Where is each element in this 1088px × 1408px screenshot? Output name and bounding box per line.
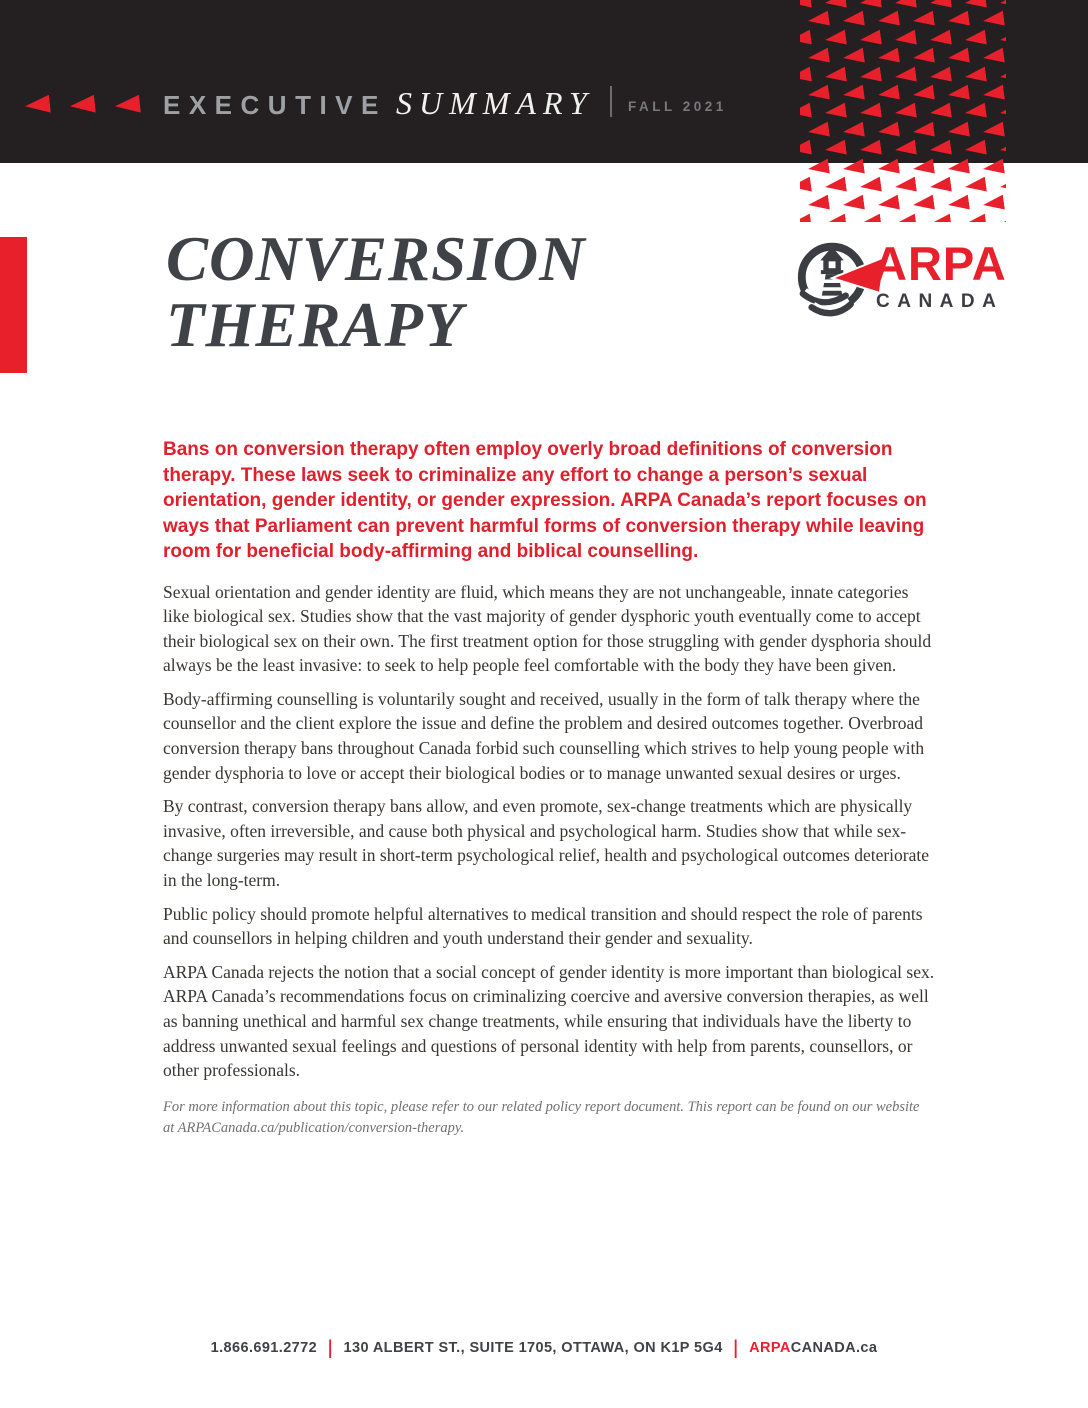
left-triangle-icon	[894, 140, 917, 158]
left-triangle-icon	[877, 195, 900, 213]
issue-label: FALL 2021	[628, 99, 727, 114]
kicker-divider	[610, 86, 612, 117]
left-triangle-icon	[982, 158, 1005, 176]
left-triangle-icon	[964, 177, 987, 195]
intro-paragraph: Bans on conversion therapy often employ overly broad definitions of conversion therapy. These laws seek to criminalize any effort to change a person’s sexual orientation, gender identity, or gender expression. ARPA Canada’s report focuses on ways that Parliament can prevent harmful forms of conversion therapy while leaving room for beneficial body-affirming and biblical counselling.	[163, 439, 927, 562]
left-triangle-icon	[982, 195, 1005, 213]
left-triangle-icon	[800, 29, 812, 47]
left-triangle-icon	[964, 140, 987, 158]
left-triangle-icon	[912, 48, 935, 66]
body-paragraph-2: Body-affirming counselling is voluntarily sought and received, usually in the form of talk therapy where the counsellor and the client explore the issue and define the problem and desired outcomes together. Overbroad conversion therapy bans throughout Canada forbid such counselling which strives to help young people with gender dysphoria to love or accept their biological bodies or to manage unwanted sexual desires or urges.	[163, 688, 925, 783]
logo-wordmark: ARPA	[873, 237, 1007, 290]
left-triangle-icon	[824, 29, 847, 47]
left-triangle-icon	[894, 29, 917, 47]
left-triangle-icon	[929, 177, 952, 195]
left-triangle-icon	[114, 95, 141, 116]
left-triangle-icon	[800, 66, 812, 84]
left-triangle-icon	[999, 29, 1006, 47]
body-paragraph-3: By contrast, conversion therapy bans allow, and even promote, sex-change treatments which are physically invasive, often irreversible, and cause both physical and psychological harm. Studies show that while sex-change surgeries may result in short-term psychological relief, health and psychological outcomes deteriorate in the long-term.	[163, 796, 930, 891]
footer-separator: |	[328, 1337, 333, 1359]
left-triangle-icon	[999, 103, 1006, 121]
page-title-line2: THERAPY	[166, 290, 464, 360]
left-triangle-icon	[894, 66, 917, 84]
left-triangle-icon	[824, 177, 847, 195]
left-triangle-icon	[807, 11, 830, 29]
left-triangle-icon	[912, 121, 935, 139]
left-triangle-icon	[859, 66, 882, 84]
body-paragraph-5: ARPA Canada rejects the notion that a social concept of gender identity is more important than biological sex. ARPA Canada’s recommendations focus on criminalizing coercive and aversive conversion therapies, as well as banning unethical and harmful sex change treatments, while ensuring that individuals have the liberty to address unwanted sexual feelings and questions of personal identity with help from parents, counsellors, or other professionals.	[163, 961, 935, 1081]
left-triangle-icon	[800, 103, 812, 121]
left-triangle-icon	[842, 195, 865, 213]
footnote: For more information about this topic, please refer to our related policy report document. This report can be found on our website at ARPACanada.ca/publication/conversion-therapy.	[163, 1098, 920, 1136]
left-triangle-pattern	[800, 0, 1006, 222]
left-triangle-icon	[929, 66, 952, 84]
left-triangle-icon	[947, 121, 970, 139]
left-triangle-icon	[999, 0, 1006, 10]
footer-website-brand: ARPA	[749, 1340, 791, 1356]
left-triangle-icon	[947, 48, 970, 66]
left-triangle-icon	[824, 103, 847, 121]
left-triangle-icon	[800, 213, 812, 222]
left-triangle-icon	[894, 213, 917, 222]
left-triangle-icon	[964, 213, 987, 222]
left-triangle-icon	[964, 103, 987, 121]
lighthouse-circle-icon	[793, 234, 879, 320]
left-triangle-icon	[824, 0, 847, 10]
left-triangle-icon	[842, 158, 865, 176]
left-triangle-icon	[859, 140, 882, 158]
footer-separator: |	[733, 1337, 739, 1359]
left-triangle-icon	[842, 85, 865, 103]
left-triangle-icon	[859, 177, 882, 195]
left-triangle-icon	[912, 158, 935, 176]
arpa-canada-logo	[793, 234, 1007, 320]
left-triangle-icon	[894, 103, 917, 121]
left-triangle-icon	[982, 11, 1005, 29]
footer-address: 130 ALBERT ST., SUITE 1705, OTTAWA, ON K1P 5G4	[343, 1340, 723, 1356]
footer-website	[749, 1340, 877, 1356]
left-triangle-icon	[929, 213, 952, 222]
left-triangle-icon	[982, 121, 1005, 139]
left-triangle-icon	[842, 48, 865, 66]
left-triangle-icon	[929, 103, 952, 121]
left-triangle-icon	[929, 0, 952, 10]
left-triangle-icon	[894, 177, 917, 195]
logo-subtext: CANADA	[876, 291, 1004, 312]
left-triangle-icon	[859, 29, 882, 47]
page-title	[166, 226, 586, 358]
footer-phone: 1.866.691.2772	[210, 1340, 318, 1356]
left-triangle-icon	[807, 85, 830, 103]
left-triangle-icon	[824, 140, 847, 158]
body-paragraph-4: Public policy should promote helpful alternatives to medical transition and should respect the role of parents and counsellors in helping children and youth understand their gender and sexuality.	[163, 903, 923, 949]
left-triangle-icon	[824, 66, 847, 84]
left-triangle-icon	[69, 95, 96, 116]
left-triangle-icon	[999, 66, 1006, 84]
left-triangle-icon	[842, 121, 865, 139]
left-triangle-icon	[982, 48, 1005, 66]
logo-text	[873, 237, 1007, 313]
left-triangle-icon	[929, 29, 952, 47]
left-triangle-icon	[964, 66, 987, 84]
left-triangle-icon	[877, 85, 900, 103]
left-triangle-icon	[877, 158, 900, 176]
body-paragraph-1: Sexual orientation and gender identity are fluid, which means they are not unchangeable, innate categories like biological sex. Studies show that the vast majority of gender dysphoric youth eventually come to accept their biological sex on their own. The first treatment option for those struggling with gender dysphoria should always be the least invasive: to seek to help people feel comfortable with the body they have been given.	[163, 581, 932, 676]
left-triangle-icon	[964, 29, 987, 47]
left-triangle-icon	[807, 158, 830, 176]
left-triangle-icon	[999, 177, 1006, 195]
left-triangle-icon	[929, 140, 952, 158]
left-triangle-icon	[964, 0, 987, 10]
left-triangle-icon	[842, 11, 865, 29]
left-triangle-icon	[982, 85, 1005, 103]
left-triangle-icon	[807, 195, 830, 213]
left-triangle-icon	[947, 158, 970, 176]
left-triangle-icon	[859, 103, 882, 121]
kicker-primary: EXECUTIVE	[163, 90, 387, 120]
left-triangle-icon	[912, 11, 935, 29]
left-triangle-icon	[859, 0, 882, 10]
page-title-line1: CONVERSION	[166, 224, 586, 294]
left-triangle-icon	[824, 213, 847, 222]
left-triangle-icon	[912, 85, 935, 103]
left-triangle-icon	[807, 121, 830, 139]
left-triangle-icon	[800, 177, 812, 195]
left-triangle-icon	[877, 121, 900, 139]
left-triangle-icon	[800, 140, 812, 158]
kicker-secondary: SUMMARY	[396, 85, 594, 121]
left-triangle-icon	[800, 0, 812, 10]
left-triangle-icon	[947, 11, 970, 29]
left-triangle-icon	[807, 48, 830, 66]
footer-website-rest: CANADA.ca	[790, 1340, 878, 1356]
left-triangle-icon	[877, 48, 900, 66]
left-triangle-icon	[859, 213, 882, 222]
left-triangle-icon	[999, 140, 1006, 158]
footer	[0, 1337, 1088, 1359]
left-triangle-icon	[877, 11, 900, 29]
left-triangle-icon	[947, 85, 970, 103]
left-triangle-icon	[999, 213, 1006, 222]
left-triangle-icon	[912, 195, 935, 213]
left-triangle-icon	[24, 95, 51, 116]
content-column	[163, 437, 935, 1153]
accent-bar	[0, 237, 27, 373]
left-triangle-icon	[894, 0, 917, 10]
left-triangle-icon	[947, 195, 970, 213]
